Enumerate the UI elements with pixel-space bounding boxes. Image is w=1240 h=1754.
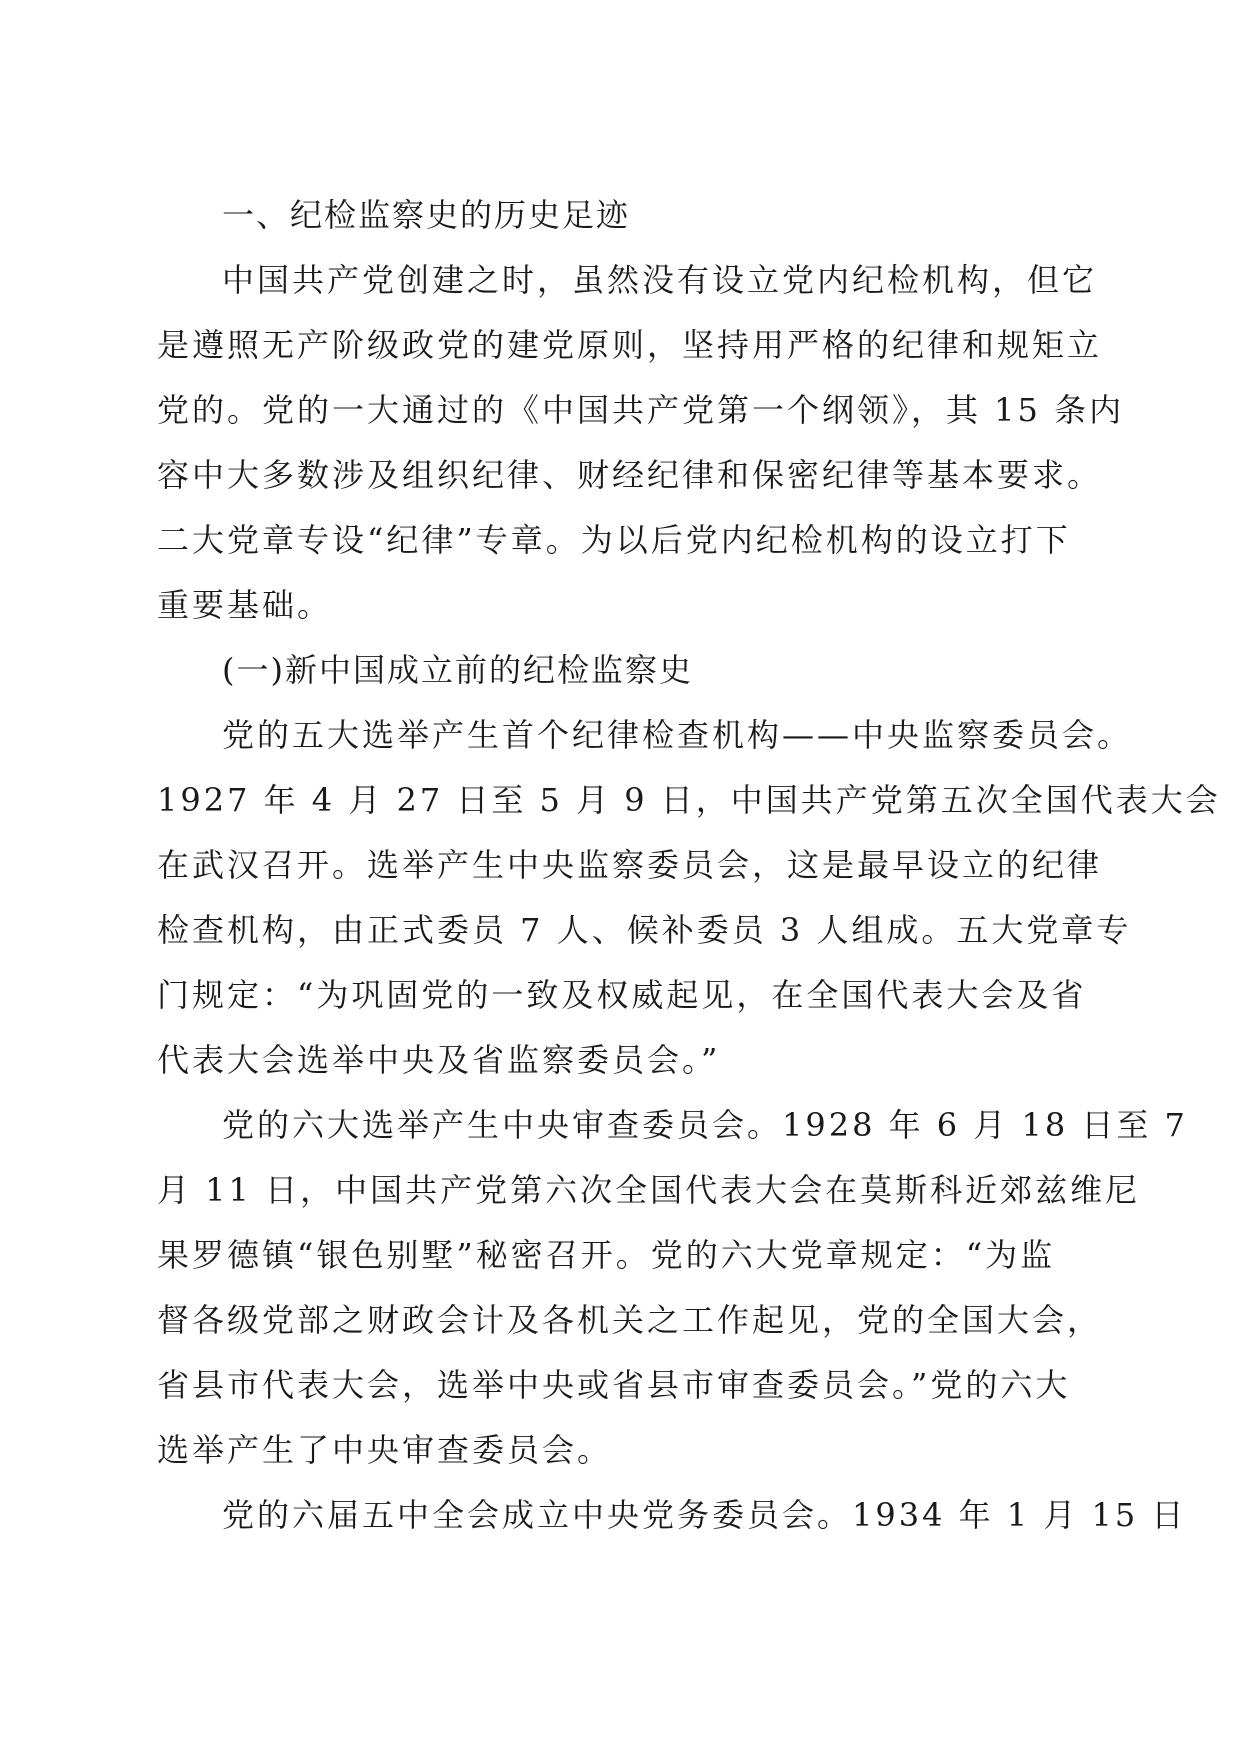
subsection-heading: (一)新中国成立前的纪检监察史: [222, 651, 693, 689]
paragraph-line: 检查机构，由正式委员 7 人、候补委员 3 人组成。五大党章专: [157, 911, 1132, 949]
paragraph-line: 容中大多数涉及组织纪律、财经纪律和保密纪律等基本要求。: [157, 456, 1103, 494]
paragraph-line: 党的五大选举产生首个纪律检查机构——中央监察委员会。: [222, 716, 1133, 754]
paragraph-line: 党的。党的一大通过的《中国共产党第一个纲领》，其 15 条内: [157, 391, 1125, 429]
paragraph-line: 月 11 日，中国共产党第六次全国代表大会在莫斯科近郊兹维尼: [157, 1171, 1141, 1209]
paragraph-line: 中国共产党创建之时，虽然没有设立党内纪检机构，但它: [222, 261, 1098, 299]
section-heading: 一、纪检监察史的历史足迹: [222, 196, 631, 234]
paragraph-line: 1927 年 4 月 27 日至 5 月 9 日，中国共产党第五次全国代表大会: [157, 781, 1221, 819]
paragraph-line: 果罗德镇“银色别墅”秘密召开。党的六大党章规定：“为监: [157, 1236, 1056, 1274]
paragraph-line: 党的六大选举产生中央审查委员会。1928 年 6 月 18 日至 7: [222, 1106, 1188, 1144]
paragraph-line: 重要基础。: [157, 586, 333, 624]
paragraph-line: 二大党章专设“纪律”专章。为以后党内纪检机构的设立打下: [157, 521, 1071, 559]
paragraph-line: 是遵照无产阶级政党的建党原则，坚持用严格的纪律和规矩立: [157, 326, 1103, 364]
paragraph-line: 在武汉召开。选举产生中央监察委员会，这是最早设立的纪律: [157, 846, 1103, 884]
paragraph-line: 选举产生了中央审查委员会。: [157, 1431, 613, 1469]
paragraph-line: 省县市代表大会，选举中央或省县市审查委员会。”党的六大: [157, 1366, 1071, 1404]
paragraph-line: 门规定：“为巩固党的一致及权威起见，在全国代表大会及省: [157, 976, 1087, 1014]
paragraph-line: 党的六届五中全会成立中央党务委员会。1934 年 1 月 15 日: [222, 1496, 1187, 1534]
paragraph-line: 代表大会选举中央及省监察委员会。”: [157, 1041, 721, 1079]
paragraph-line: 督各级党部之财政会计及各机关之工作起见，党的全国大会，: [157, 1301, 1103, 1339]
